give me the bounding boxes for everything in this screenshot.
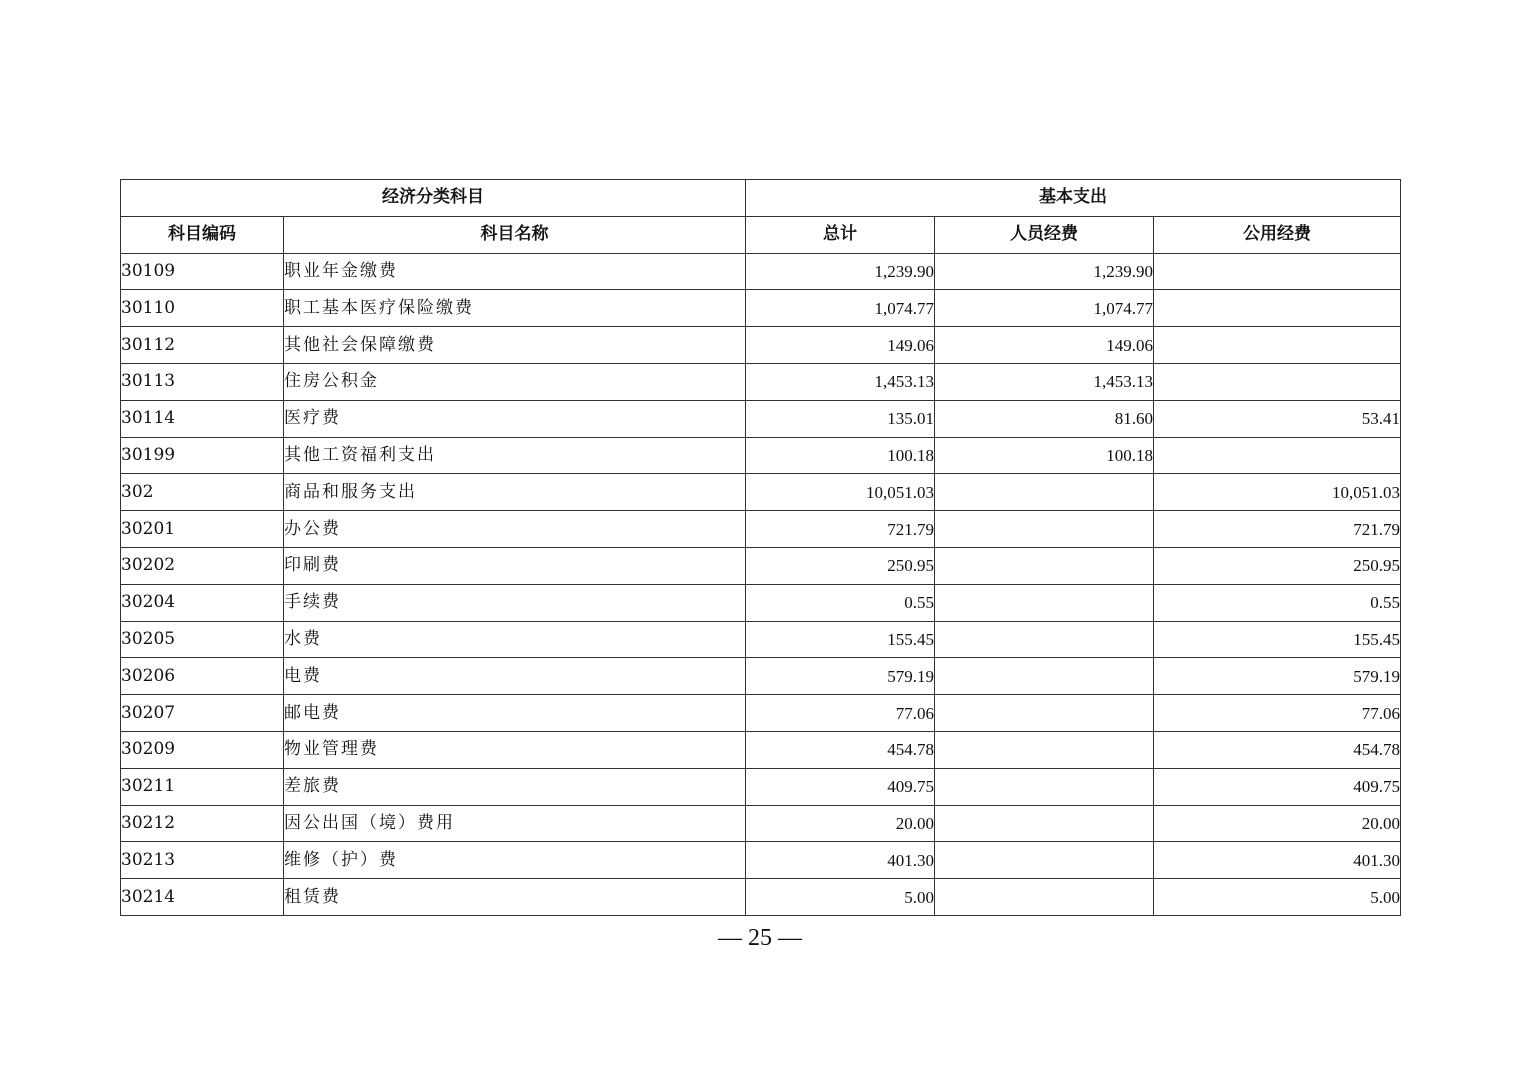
header-economic-category: 经济分类科目 xyxy=(121,180,746,217)
cell-personnel xyxy=(935,474,1154,511)
cell-total: 20.00 xyxy=(746,805,935,842)
cell-personnel xyxy=(935,511,1154,548)
cell-personnel: 81.60 xyxy=(935,400,1154,437)
table-row xyxy=(121,658,1401,695)
cell-personnel xyxy=(935,768,1154,805)
header-name: 科目名称 xyxy=(284,216,746,253)
cell-total: 10,051.03 xyxy=(746,474,935,511)
header-basic-expenditure: 基本支出 xyxy=(746,180,1401,217)
table-row xyxy=(121,805,1401,842)
cell-total: 250.95 xyxy=(746,547,935,584)
cell-name: 其他社会保障缴费 xyxy=(284,327,746,364)
cell-code: 30211 xyxy=(121,768,284,805)
cell-total: 135.01 xyxy=(746,400,935,437)
header-row-group xyxy=(121,180,1401,217)
table-row xyxy=(121,474,1401,511)
cell-name: 商品和服务支出 xyxy=(284,474,746,511)
cell-name: 职业年金缴费 xyxy=(284,253,746,290)
cell-public: 401.30 xyxy=(1154,842,1401,879)
cell-public: 579.19 xyxy=(1154,658,1401,695)
cell-code: 30114 xyxy=(121,400,284,437)
header-public: 公用经费 xyxy=(1154,216,1401,253)
cell-code: 30199 xyxy=(121,437,284,474)
cell-personnel: 1,074.77 xyxy=(935,290,1154,327)
cell-total: 454.78 xyxy=(746,731,935,768)
cell-code: 30212 xyxy=(121,805,284,842)
table-row xyxy=(121,621,1401,658)
cell-personnel xyxy=(935,879,1154,916)
cell-code: 30207 xyxy=(121,695,284,732)
cell-personnel: 1,453.13 xyxy=(935,363,1154,400)
cell-personnel: 1,239.90 xyxy=(935,253,1154,290)
cell-total: 0.55 xyxy=(746,584,935,621)
table-body xyxy=(121,253,1401,915)
cell-public: 155.45 xyxy=(1154,621,1401,658)
cell-code: 30209 xyxy=(121,731,284,768)
cell-personnel xyxy=(935,842,1154,879)
table-row xyxy=(121,253,1401,290)
cell-name: 职工基本医疗保险缴费 xyxy=(284,290,746,327)
cell-code: 30113 xyxy=(121,363,284,400)
cell-public: 250.95 xyxy=(1154,547,1401,584)
header-total: 总计 xyxy=(746,216,935,253)
cell-public xyxy=(1154,253,1401,290)
cell-public xyxy=(1154,290,1401,327)
cell-total: 77.06 xyxy=(746,695,935,732)
table-row xyxy=(121,731,1401,768)
cell-personnel xyxy=(935,695,1154,732)
cell-public: 0.55 xyxy=(1154,584,1401,621)
cell-personnel: 149.06 xyxy=(935,327,1154,364)
cell-total: 149.06 xyxy=(746,327,935,364)
cell-personnel: 100.18 xyxy=(935,437,1154,474)
cell-public: 454.78 xyxy=(1154,731,1401,768)
cell-public xyxy=(1154,327,1401,364)
cell-total: 1,453.13 xyxy=(746,363,935,400)
cell-public: 721.79 xyxy=(1154,511,1401,548)
table-row xyxy=(121,511,1401,548)
cell-personnel xyxy=(935,621,1154,658)
cell-code: 30205 xyxy=(121,621,284,658)
table-row xyxy=(121,547,1401,584)
cell-code: 30201 xyxy=(121,511,284,548)
table-row xyxy=(121,290,1401,327)
cell-code: 30213 xyxy=(121,842,284,879)
cell-code: 302 xyxy=(121,474,284,511)
cell-total: 721.79 xyxy=(746,511,935,548)
cell-total: 401.30 xyxy=(746,842,935,879)
table-row xyxy=(121,327,1401,364)
budget-table xyxy=(120,179,1401,916)
cell-code: 30202 xyxy=(121,547,284,584)
cell-total: 155.45 xyxy=(746,621,935,658)
table-row xyxy=(121,437,1401,474)
cell-total: 579.19 xyxy=(746,658,935,695)
cell-code: 30214 xyxy=(121,879,284,916)
cell-code: 30109 xyxy=(121,253,284,290)
table-row xyxy=(121,400,1401,437)
cell-name: 印刷费 xyxy=(284,547,746,584)
cell-public: 77.06 xyxy=(1154,695,1401,732)
cell-total: 1,074.77 xyxy=(746,290,935,327)
cell-name: 租赁费 xyxy=(284,879,746,916)
cell-public: 409.75 xyxy=(1154,768,1401,805)
cell-code: 30206 xyxy=(121,658,284,695)
cell-name: 因公出国（境）费用 xyxy=(284,805,746,842)
cell-total: 409.75 xyxy=(746,768,935,805)
cell-code: 30204 xyxy=(121,584,284,621)
table-row xyxy=(121,842,1401,879)
header-code: 科目编码 xyxy=(121,216,284,253)
cell-name: 差旅费 xyxy=(284,768,746,805)
table-row xyxy=(121,768,1401,805)
cell-name: 物业管理费 xyxy=(284,731,746,768)
table-row xyxy=(121,695,1401,732)
cell-personnel xyxy=(935,547,1154,584)
cell-total: 5.00 xyxy=(746,879,935,916)
table-row xyxy=(121,584,1401,621)
cell-public xyxy=(1154,363,1401,400)
cell-name: 医疗费 xyxy=(284,400,746,437)
cell-personnel xyxy=(935,658,1154,695)
cell-name: 邮电费 xyxy=(284,695,746,732)
cell-name: 住房公积金 xyxy=(284,363,746,400)
table-row xyxy=(121,879,1401,916)
cell-public xyxy=(1154,437,1401,474)
cell-name: 办公费 xyxy=(284,511,746,548)
cell-public: 20.00 xyxy=(1154,805,1401,842)
header-personnel: 人员经费 xyxy=(935,216,1154,253)
cell-name: 手续费 xyxy=(284,584,746,621)
table-row xyxy=(121,363,1401,400)
header-row-columns xyxy=(121,216,1401,253)
cell-code: 30112 xyxy=(121,327,284,364)
cell-code: 30110 xyxy=(121,290,284,327)
cell-personnel xyxy=(935,584,1154,621)
cell-personnel xyxy=(935,805,1154,842)
cell-total: 100.18 xyxy=(746,437,935,474)
cell-name: 维修（护）费 xyxy=(284,842,746,879)
cell-total: 1,239.90 xyxy=(746,253,935,290)
page-number: — 25 — xyxy=(718,925,802,951)
cell-name: 电费 xyxy=(284,658,746,695)
cell-name: 其他工资福利支出 xyxy=(284,437,746,474)
cell-name: 水费 xyxy=(284,621,746,658)
cell-public: 5.00 xyxy=(1154,879,1401,916)
cell-public: 53.41 xyxy=(1154,400,1401,437)
cell-public: 10,051.03 xyxy=(1154,474,1401,511)
cell-personnel xyxy=(935,731,1154,768)
